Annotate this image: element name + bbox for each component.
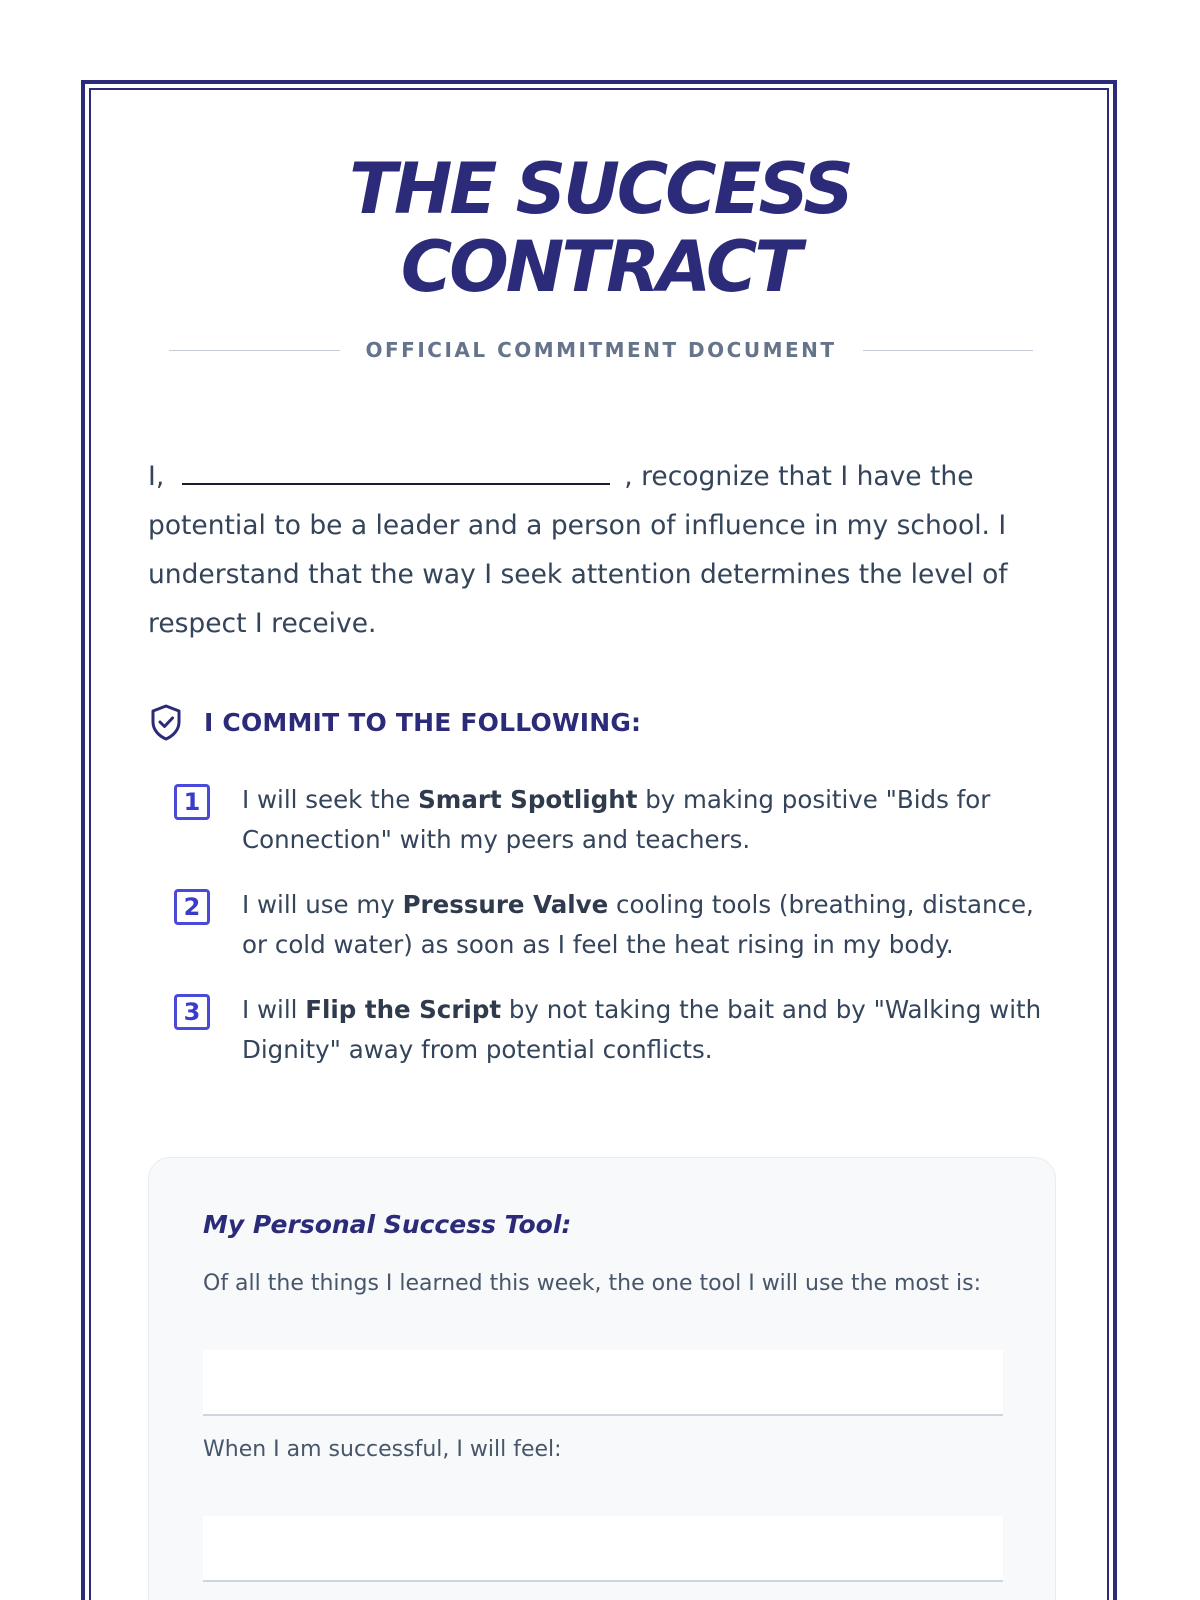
commitment-text-bold: Smart Spotlight [418, 785, 638, 814]
subtitle-divider-left [169, 350, 340, 351]
commitment-text-bold: Flip the Script [305, 995, 502, 1024]
number-badge: 3 [174, 994, 210, 1030]
commitment-list [174, 780, 1044, 1095]
commitment-text-after: by making positive "Bids for Connection" with my peers and teachers. [242, 785, 991, 854]
page-title [150, 150, 1050, 306]
success-tool-title: My Personal Success Tool: [203, 1210, 572, 1239]
success-tool-panel [148, 1157, 1056, 1600]
commitment-item [174, 780, 1044, 860]
commitment-heading [148, 702, 641, 742]
tool-question-label: Of all the things I learned this week, the one tool I will use the most is: [203, 1271, 982, 1296]
commitment-text-after: by not taking the bait and by "Walking with Dignity" away from potential conflicts. [242, 995, 1042, 1064]
feeling-question-label: When I am successful, I will feel: [203, 1437, 562, 1462]
intro-prefix: I, [148, 461, 165, 492]
feeling-answer-field[interactable] [203, 1516, 1003, 1582]
shield-check-icon [148, 702, 184, 742]
subtitle: OFFICIAL COMMITMENT DOCUMENT [365, 338, 837, 362]
commitment-item [174, 885, 1044, 965]
number-badge: 2 [174, 889, 210, 925]
commitment-text-before: I will [242, 995, 306, 1024]
commitment-item [174, 990, 1044, 1070]
commitment-text-before: I will use my [242, 890, 403, 919]
commitment-text-before: I will seek the [242, 785, 419, 814]
tool-answer-field[interactable] [203, 1350, 1003, 1416]
commitment-text-after: cooling tools (breathing, distance, or cold water) as soon as I feel the heat rising in my body. [242, 890, 1034, 959]
subtitle-row [169, 335, 1033, 365]
commitment-text-bold: Pressure Valve [402, 890, 609, 919]
subtitle-divider-right [863, 350, 1034, 351]
name-blank-field[interactable] [182, 463, 610, 485]
intro-suffix: , recognize that I have the potential to be a leader and a person of influence in my school. I understand that the way I seek attention determines the level of respect I receive. [148, 461, 1008, 639]
number-badge: 1 [174, 784, 210, 820]
commitment-heading-text: I COMMIT TO THE FOLLOWING: [204, 707, 642, 737]
title-line-2: CONTRACT [400, 226, 800, 308]
intro-paragraph [148, 452, 1053, 648]
title-line-1: THE SUCCESS [349, 148, 851, 230]
